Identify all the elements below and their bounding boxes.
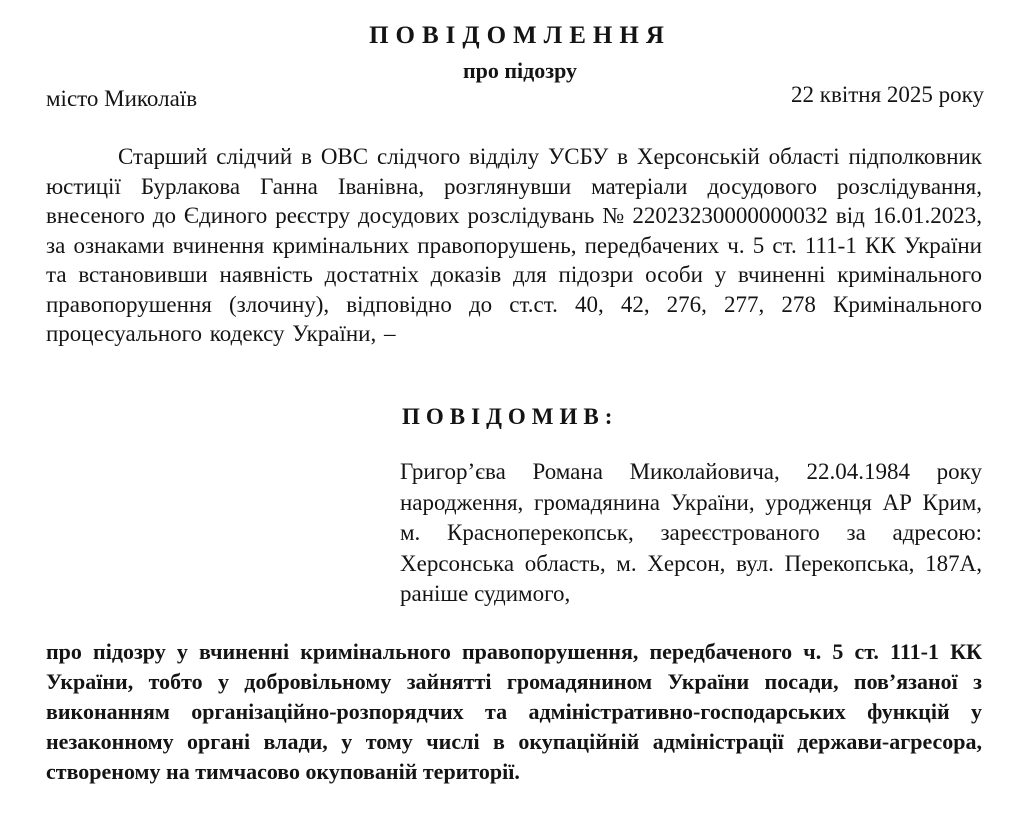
- suspect-details: Григор’єва Романа Миколайовича, 22.04.1984 року народження, громадянина України, уродженця АР Крим, м. Красноперекопськ, зареєстрованого за адресою: Херсонська область, м. Херсон, вул. Перекопська, 187А, раніше судимого,: [400, 459, 982, 606]
- document-date: 22 квітня 2025 року: [791, 82, 984, 107]
- document-city: місто Миколаїв: [46, 86, 198, 111]
- charge-paragraph: про підозру у вчиненні кримінального правопорушення, передбаченого ч. 5 ст. 111-1 КК України, тобто у добровільному зайнятті громадянином України посади, пов’язаної з виконанням організаційно-розпорядчих та адміністративно-господарських функцій у незаконному органі влади, у тому числі в окупаційній адміністрації держави-агресора, створеному на тимчасово окупованій території.: [46, 639, 982, 784]
- document-title: ПОВІДОМЛЕННЯ: [369, 22, 671, 49]
- document-subtitle: про підозру: [462, 58, 578, 83]
- informed-heading: ПОВІДОМИВ:: [402, 404, 619, 429]
- intro-paragraph: Старший слідчий в ОВС слідчого відділу УСБУ в Херсонській області підполковник юстиції Бурлакова Ганна Іванівна, розглянувши матеріали досудового розслідування, внесеного до Єдиного реєстру досудових розслідувань № 22023230000000032 від 16.01.2023, за ознаками вчинення кримінальних правопорушень, передбачених ч. 5 ст. 111-1 КК України та встановивши наявність достатніх доказів для підозри особи у вчиненні кримінального правопорушення (злочину), відповідно до ст.ст. 40, 42, 276, 277, 278 Кримінального процесуального кодексу України, –: [46, 144, 982, 346]
